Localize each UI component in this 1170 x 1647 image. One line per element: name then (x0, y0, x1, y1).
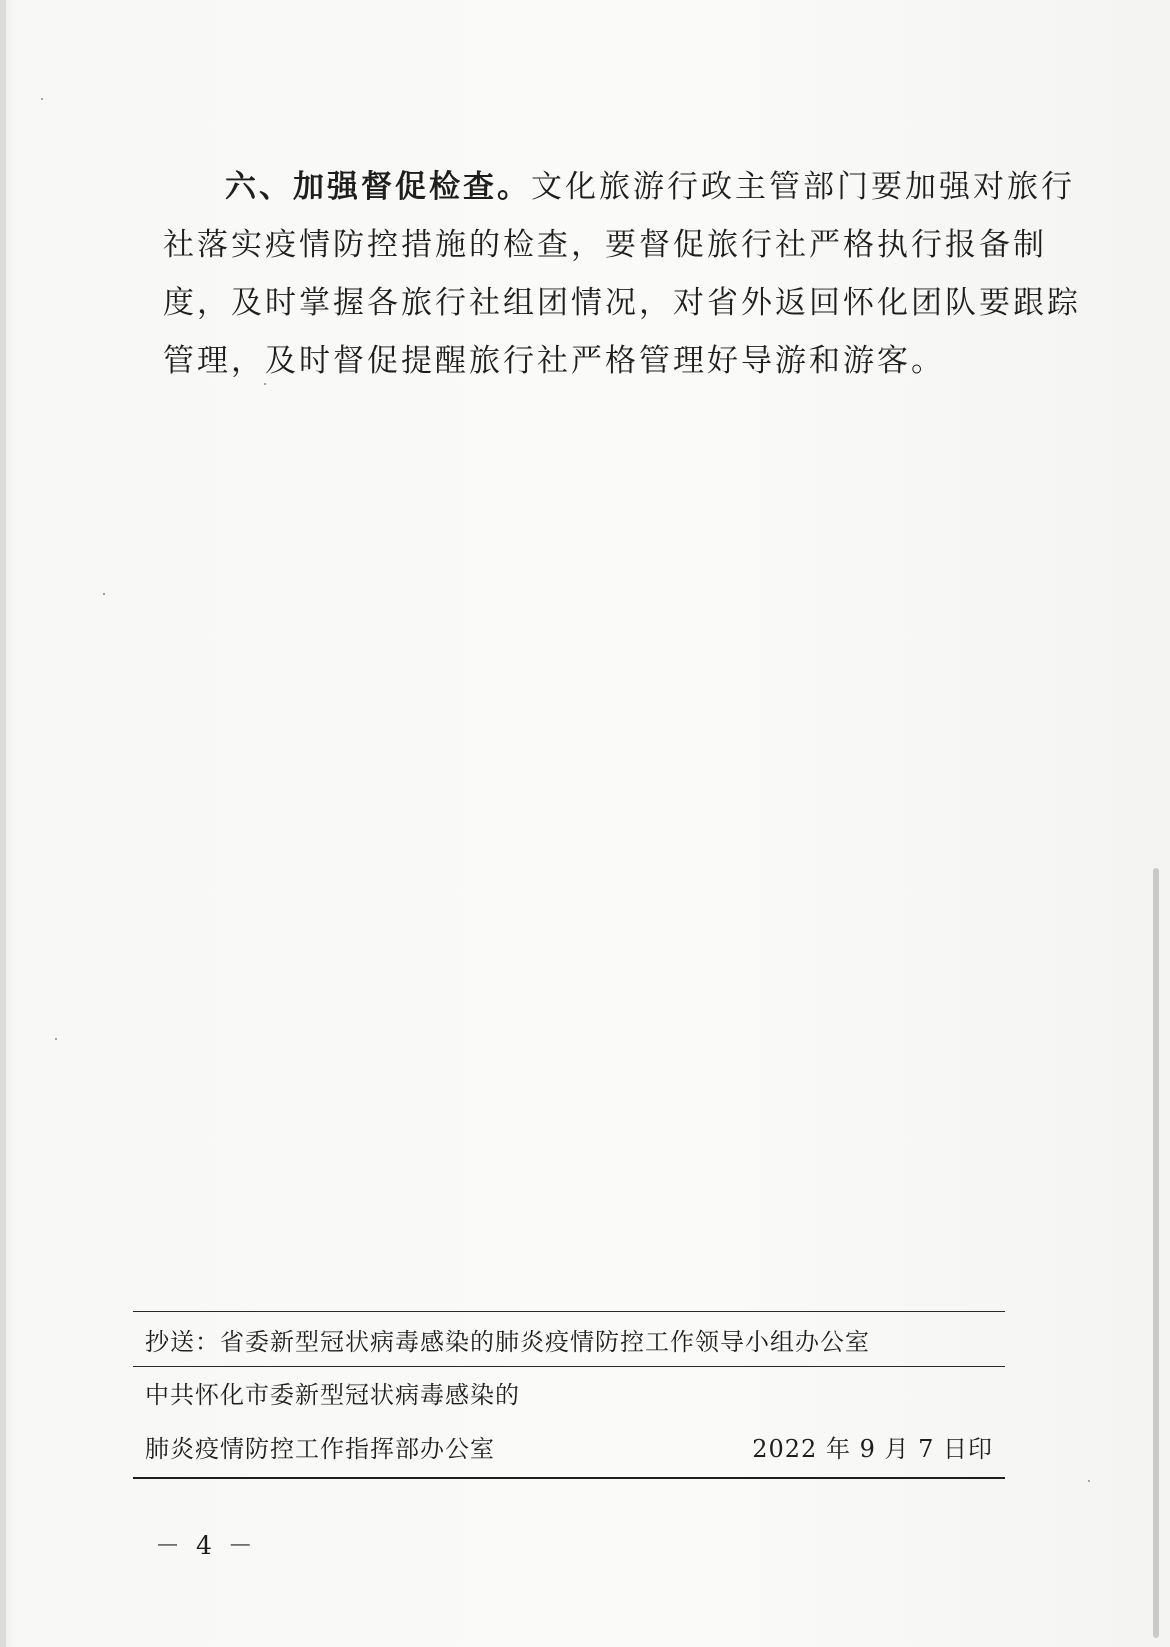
paragraph-line-2: 社落实疫情防控措施的检查，要督促旅行社严格执行报备制 (163, 227, 1047, 263)
scan-speck (103, 593, 105, 595)
issuer-line-2: 肺炎疫情防控工作指挥部办公室 (145, 1435, 495, 1463)
document-footer (133, 1311, 1005, 1479)
scan-speck (1088, 1480, 1090, 1482)
cc-line: 抄送：省委新型冠状病毒感染的肺炎疫情防控工作领导小组办公室 (145, 1327, 870, 1356)
scan-speck (41, 98, 43, 100)
page-left-edge (0, 0, 6, 1647)
paragraph-line-1 (163, 158, 1075, 216)
issuer-block (133, 1367, 1005, 1477)
scan-speck (55, 1038, 57, 1040)
print-date: 2022 年 9 月 7 日印 (752, 1435, 993, 1463)
page-number: － 4 － (155, 1531, 257, 1560)
paragraph-text: 文化旅游行政主管部门要加强对旅行 (531, 169, 1075, 205)
section-heading: 六、加强督促检查。 (225, 169, 531, 205)
section-six-paragraph (163, 158, 1081, 390)
issuer-line-1: 中共怀化市委新型冠状病毒感染的 (145, 1381, 520, 1409)
scrollbar-thumb[interactable] (1153, 868, 1159, 1638)
footer-bottom-rule (133, 1477, 1005, 1479)
paragraph-line-3: 度，及时掌握各旅行社组团情况，对省外返回怀化团队要跟踪 (163, 285, 1081, 321)
paragraph-line-4: 管理，及时督促提醒旅行社严格管理好导游和游客。 (163, 343, 945, 379)
